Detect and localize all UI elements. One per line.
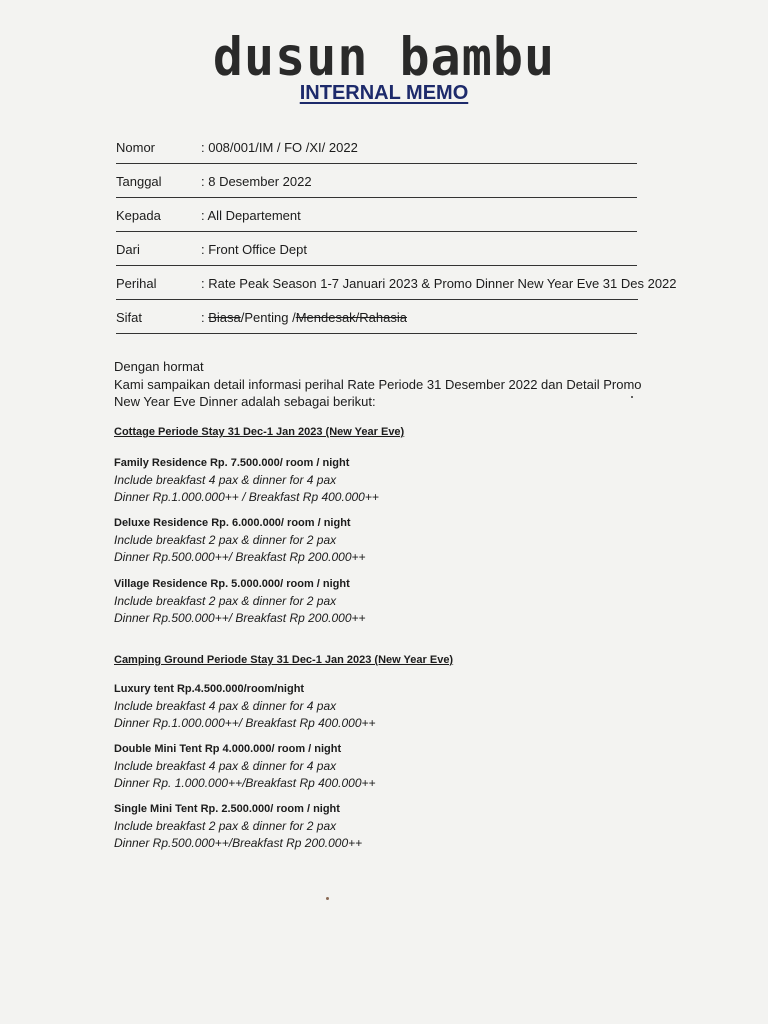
field-divider	[116, 299, 638, 300]
rate-item-name: Single Mini Tent Rp. 2.500.000/ room / night	[114, 803, 340, 815]
field-divider	[116, 197, 637, 198]
rate-item-name: Luxury tent Rp.4.500.000/room/night	[114, 683, 305, 695]
field-value: : Rate Peak Season 1-7 Januari 2023 & Promo Dinner New Year Eve 31 Des 2022	[201, 276, 677, 291]
field-row-perihal	[116, 276, 677, 298]
field-divider	[116, 333, 637, 334]
field-row-sifat	[116, 310, 636, 332]
rate-item	[114, 515, 366, 566]
rate-item-dinner: Dinner Rp.1.000.000++ / Breakfast Rp 400.000++	[114, 490, 379, 504]
rate-item-dinner: Dinner Rp. 1.000.000++/Breakfast Rp 400.000++	[114, 776, 376, 790]
sifat-option-penting: /Penting /	[240, 310, 296, 325]
field-value: : 8 Desember 2022	[201, 174, 312, 189]
rate-item-name: Family Residence Rp. 7.500.000/ room / night	[114, 457, 350, 469]
field-row-nomor	[116, 140, 636, 162]
brand-logo: dusun bambu	[212, 26, 556, 88]
rate-item	[114, 576, 366, 627]
sifat-prefix: :	[201, 310, 209, 325]
field-row-tanggal	[116, 174, 636, 196]
field-divider	[116, 163, 637, 164]
rate-item-include: Include breakfast 2 pax & dinner for 2 pax	[114, 594, 337, 608]
rate-item-include: Include breakfast 2 pax & dinner for 2 pax	[114, 819, 337, 833]
sifat-option-mendesak: Mendesak/Rahasia	[295, 310, 407, 325]
cottage-heading: Cottage Periode Stay 31 Dec-1 Jan 2023 (New Year Eve)	[114, 426, 405, 438]
rate-item-dinner: Dinner Rp.500.000++/Breakfast Rp 200.000++	[114, 836, 363, 850]
rate-item	[114, 801, 362, 852]
rate-item	[114, 455, 379, 506]
field-value	[201, 310, 407, 325]
field-divider	[116, 265, 637, 266]
scan-speck	[631, 396, 633, 398]
sifat-option-biasa: Biasa	[208, 310, 241, 325]
rate-item-include: Include breakfast 4 pax & dinner for 4 pax	[114, 473, 337, 487]
field-label: Sifat	[116, 310, 143, 325]
field-label: Perihal	[116, 276, 157, 291]
rate-item-name: Double Mini Tent Rp 4.000.000/ room / night	[114, 743, 342, 755]
field-label: Nomor	[116, 140, 156, 155]
rate-item-dinner: Dinner Rp.500.000++/ Breakfast Rp 200.000++	[114, 611, 366, 625]
rate-item-dinner: Dinner Rp.1.000.000++/ Breakfast Rp 400.000++	[114, 716, 376, 730]
field-value: : Front Office Dept	[201, 242, 307, 257]
rate-item-include: Include breakfast 4 pax & dinner for 4 pax	[114, 759, 337, 773]
memo-title: INTERNAL MEMO	[299, 82, 469, 104]
rate-item-include: Include breakfast 4 pax & dinner for 4 pax	[114, 699, 337, 713]
rate-item-include: Include breakfast 2 pax & dinner for 2 pax	[114, 533, 337, 547]
field-row-kepada	[116, 208, 636, 230]
intro-line-1: Kami sampaikan detail informasi perihal Rate Periode 31 Desember 2022 dan Detail Promo	[114, 377, 642, 392]
rate-item	[114, 741, 376, 792]
rate-item-name: Deluxe Residence Rp. 6.000.000/ room / night	[114, 517, 351, 529]
intro-line-2: New Year Eve Dinner adalah sebagai berikut:	[114, 394, 376, 409]
field-label: Tanggal	[116, 174, 162, 189]
field-value: : 008/001/IM / FO /XI/ 2022	[201, 140, 358, 155]
scan-speck	[326, 897, 329, 900]
field-row-dari	[116, 242, 636, 264]
field-value: : All Departement	[201, 208, 301, 223]
field-label: Dari	[116, 242, 140, 257]
field-divider	[116, 231, 637, 232]
greeting: Dengan hormat	[114, 359, 204, 374]
camping-heading: Camping Ground Periode Stay 31 Dec-1 Jan 2023 (New Year Eve)	[114, 654, 454, 666]
field-label: Kepada	[116, 208, 161, 223]
rate-item-dinner: Dinner Rp.500.000++/ Breakfast Rp 200.000++	[114, 550, 366, 564]
rate-item-name: Village Residence Rp. 5.000.000/ room / night	[114, 578, 350, 590]
rate-item	[114, 681, 376, 732]
